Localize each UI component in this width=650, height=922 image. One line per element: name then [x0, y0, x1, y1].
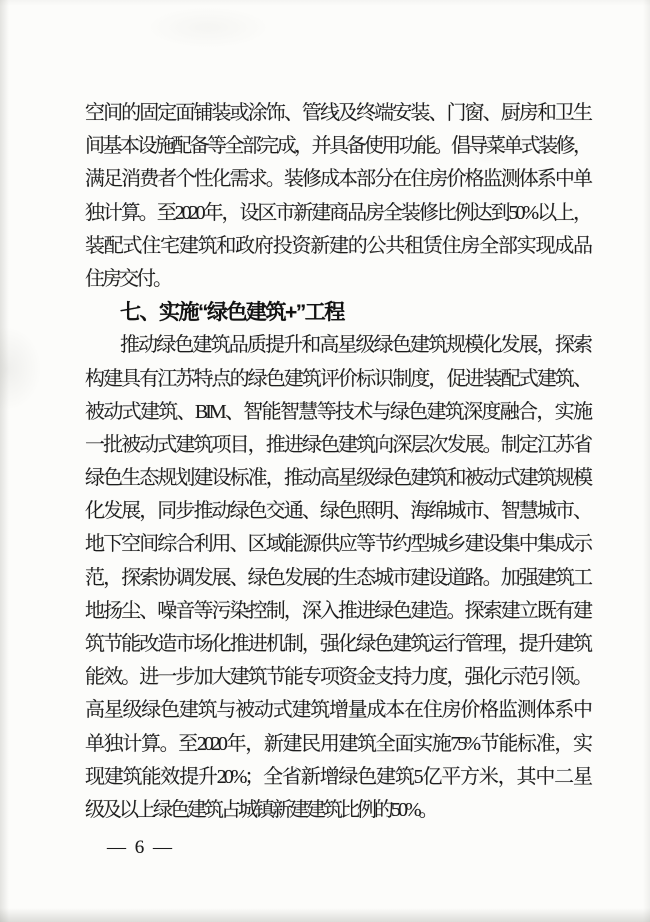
page-number: — 6 —: [107, 837, 174, 858]
text-line: 地下空间综合利用、区域能源供应等节约型城乡建设集中集成示: [85, 533, 590, 556]
text-line: 一批被动式建筑项目，推进绿色建筑向深层次发展。制定江苏省: [85, 433, 590, 456]
text-line: 满足消费者个性化需求。装修成本部分在住房价格监测体系中单: [85, 168, 590, 191]
text-line: 间基本设施配备等全部完成，并具备使用功能。倡导菜单式装修，: [85, 135, 590, 158]
text-line: 绿色生态规划建设标准，推动高星级绿色建筑和被动式建筑规模: [85, 467, 590, 490]
text-line: 住房交付。: [85, 267, 170, 290]
text-line: 现建筑能效提升20%；全省新增绿色建筑5亿平方米，其中二星: [85, 765, 590, 788]
text-line: 空间的固定面铺装或涂饰、管线及终端安装、门窗、厨房和卫生: [85, 102, 590, 124]
text-line: 筑节能改造市场化推进机制，强化绿色建筑运行管理，提升建筑: [85, 633, 590, 655]
text-line: 范，探索协调发展、绿色发展的生态城市建设道路。加强建筑工: [85, 566, 590, 589]
text-line: 构建具有江苏特点的绿色建筑评价标识制度，促进装配式建筑、: [85, 367, 590, 390]
text-line: 高星级绿色建筑与被动式建筑增量成本在住房价格监测体系中: [85, 699, 590, 722]
section-heading: 七、实施“绿色建筑+”工程: [120, 301, 344, 325]
text-line: 推动绿色建筑品质提升和高星级绿色建筑规模化发展，探索: [120, 334, 590, 357]
text-line: 被动式建筑、BIM、智能智慧等技术与绿色建筑深度融合，实施: [85, 400, 590, 423]
text-line: 地扬尘、噪音等污染控制，深入推进绿色建造。探索建立既有建: [85, 599, 590, 622]
text-line: 级及以上绿色建筑占城镇新建建筑比例的50%。: [85, 798, 436, 821]
text-line: 化发展，同步推动绿色交通、绿色照明、海绵城市、智慧城市、: [85, 500, 590, 523]
text-line: 能效。进一步加大建筑节能专项资金支持力度，强化示范引领。: [85, 666, 590, 689]
text-line: 独计算。至2020年，设区市新建商品房全装修比例达到50%以上，: [85, 201, 590, 224]
text-line: 单独计算。至2020年，新建民用建筑全面实施75%节能标准，实: [85, 732, 590, 755]
document-body: [85, 97, 590, 827]
text-line: 装配式住宅建筑和政府投资新建的公共租赁住房全部实现成品: [85, 234, 590, 257]
